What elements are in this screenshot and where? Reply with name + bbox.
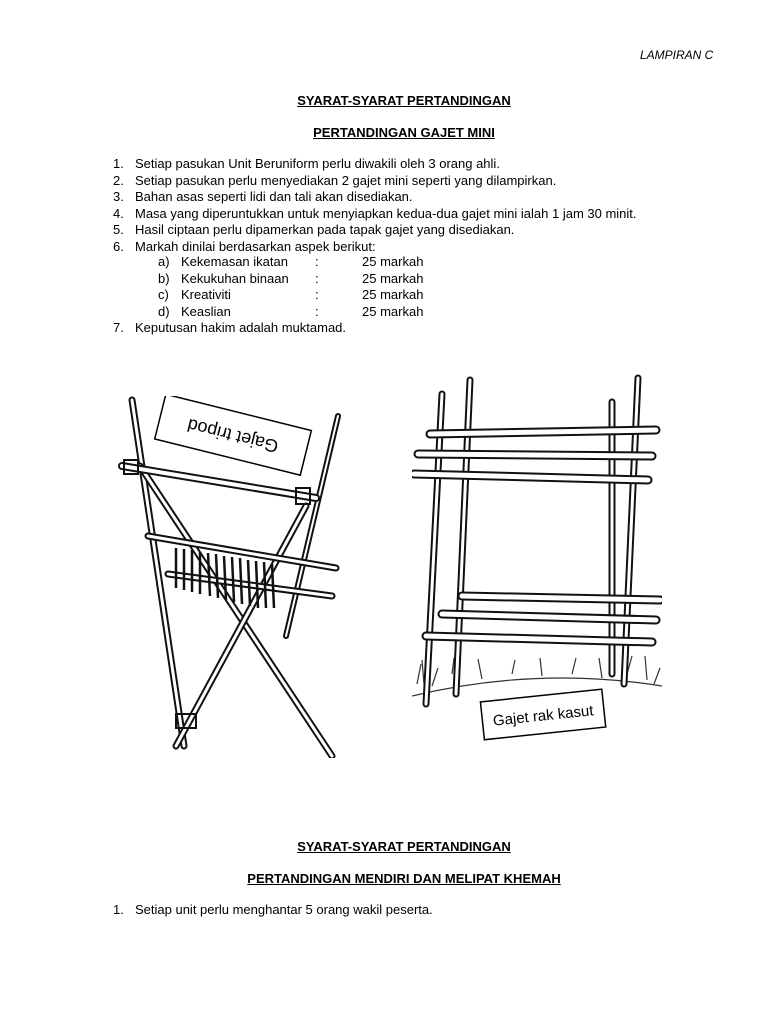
section2-title: SYARAT-SYARAT PERTANDINGAN — [297, 839, 511, 854]
list-item: 7. Keputusan hakim adalah muktamad. — [113, 320, 347, 335]
tripod-gadget-illustration — [116, 396, 342, 758]
list-item: 6. Markah dinilai berdasarkan aspek berikut: — [113, 238, 376, 254]
list-item: 4. Masa yang diperuntukkan untuk menyiapkan kedua-dua gajet mini ialah 1 jam 30 minit. — [113, 205, 637, 221]
list-item: 3. Bahan asas seperti lidi dan tali akan disediakan. — [113, 189, 413, 204]
list-item: 5. Hasil ciptaan perlu dipamerkan pada tapak gajet yang disediakan. — [113, 222, 515, 237]
list-item: 1. Setiap unit perlu menghantar 5 orang wakil peserta. — [113, 902, 433, 917]
list-item: 2. Setiap pasukan perlu menyediakan 2 gajet mini seperti yang dilampirkan. — [113, 172, 557, 188]
section2-rules-list — [113, 902, 433, 919]
section1-rules-list — [113, 156, 637, 255]
shoe-rack-gadget-illustration — [412, 374, 662, 744]
section1-final-item — [113, 320, 346, 337]
section1-subtitle: PERTANDINGAN GAJET MINI — [313, 125, 495, 140]
tripod-label: Gajet tripod — [185, 414, 281, 457]
section1-title: SYARAT-SYARAT PERTANDINGAN — [297, 93, 511, 108]
rack-label: Gajet rak kasut — [492, 702, 595, 730]
list-item: 1. Setiap pasukan Unit Beruniform perlu diwakili oleh 3 orang ahli. — [113, 156, 500, 171]
section2-subtitle: PERTANDINGAN MENDIRI DAN MELIPAT KHEMAH — [247, 871, 561, 886]
annex-label: LAMPIRAN C — [640, 48, 714, 62]
